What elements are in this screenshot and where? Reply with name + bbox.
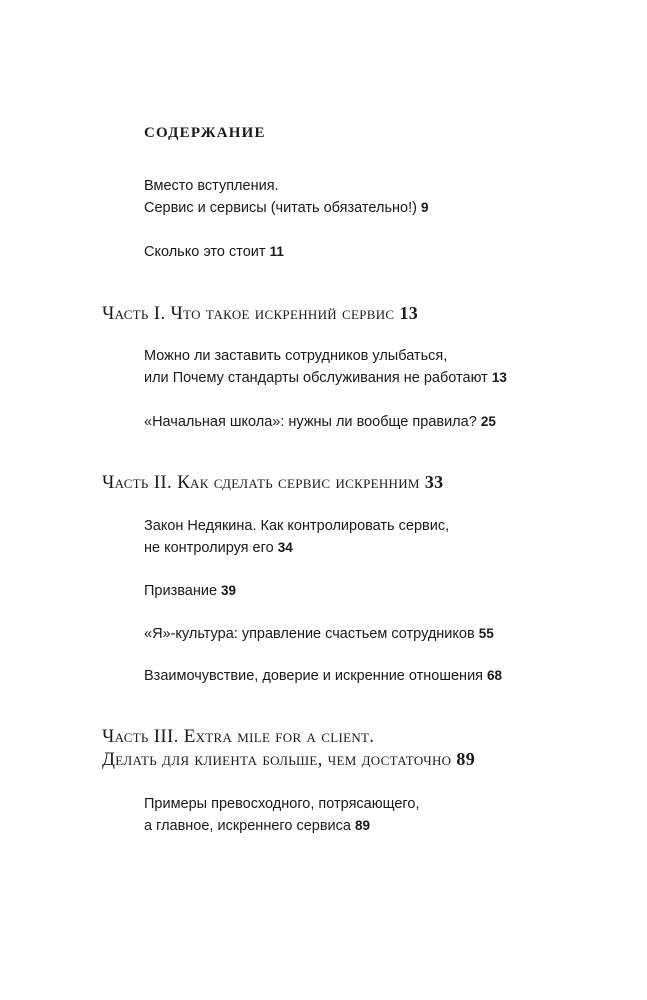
entry-text: не контролируя его [144, 540, 274, 556]
page-number: 13 [399, 303, 419, 323]
toc-entry-part2-ch2[interactable] [144, 580, 236, 602]
entry-text: или Почему стандарты обслуживания не работают [144, 370, 488, 386]
entry-text: Вместо вступления. [144, 178, 279, 194]
entry-text: Призвание [144, 583, 218, 599]
page-number: 68 [487, 668, 503, 683]
entry-text: Сервис и сервисы (читать обязательно!) [144, 200, 417, 216]
part-title: Часть III. Extra mile for a client. [102, 726, 375, 747]
toc-title: СОДЕРЖАНИЕ [144, 125, 266, 141]
page-number: 9 [420, 200, 429, 215]
entry-text: а главное, искреннего сервиса [144, 818, 351, 834]
toc-part-1[interactable] [102, 302, 418, 325]
toc-entry-intro[interactable] [144, 176, 428, 219]
toc-entry-part3-ch1[interactable] [144, 794, 420, 837]
entry-text: Примеры превосходного, потрясающего, [144, 796, 420, 812]
part-title: Часть II. Как сделать сервис искренним [102, 472, 420, 493]
entry-text: «Начальная школа»: нужны ли вообще правила? [144, 414, 477, 430]
toc-entry-part2-ch3[interactable] [144, 623, 494, 645]
toc-entry-part2-ch4[interactable] [144, 665, 502, 687]
toc-entry-part1-ch1[interactable] [144, 346, 507, 389]
part-title: Часть I. Что такое искренний сервис [102, 303, 395, 324]
entry-text: «Я»-культура: управление счастьем сотрудников [144, 626, 475, 642]
page-number: 89 [354, 818, 371, 833]
page-number: 34 [277, 540, 293, 555]
page-number: 39 [221, 583, 237, 598]
page-number: 89 [456, 749, 475, 769]
entry-text: Можно ли заставить сотрудников улыбаться, [144, 348, 448, 364]
entry-text: Взаимочувствие, доверие и искренние отношения [144, 668, 484, 684]
page-number: 25 [480, 414, 496, 429]
toc-part-2[interactable] [102, 471, 443, 494]
entry-text: Сколько это стоит [144, 244, 266, 260]
toc-entry-part2-ch1[interactable] [144, 516, 449, 559]
page-number: 11 [269, 244, 284, 259]
toc-part-3[interactable] [102, 725, 475, 771]
page-number: 55 [478, 626, 494, 641]
part-title: Делать для клиента больше, чем достаточно [102, 749, 452, 770]
entry-text: Закон Недякина. Как контролировать сервис, [144, 518, 450, 534]
toc-entry-cost[interactable] [144, 241, 284, 263]
page-number: 33 [424, 472, 444, 492]
toc-entry-part1-ch2[interactable] [144, 411, 496, 433]
page-number: 13 [491, 370, 507, 385]
